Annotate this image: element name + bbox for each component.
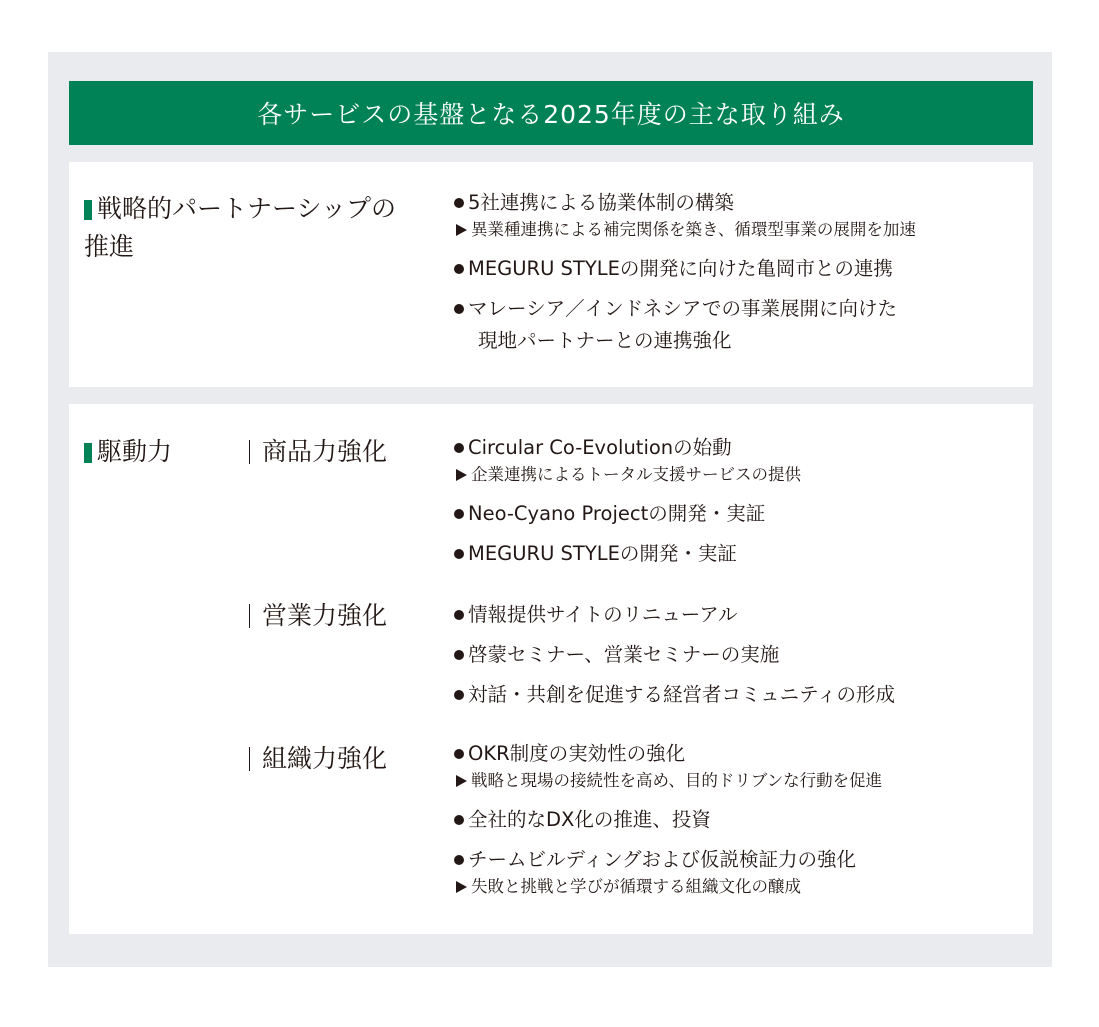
divider xyxy=(249,604,250,628)
organization-strength-label: 組織力強化 xyxy=(249,740,387,778)
list-item-detail: 異業種連携による補完関係を築き、循環型事業の展開を加速 xyxy=(454,217,916,243)
strategic-partnership-items xyxy=(454,189,916,355)
bullet-icon xyxy=(454,509,464,519)
list-item-detail: 失敗と挑戦と学びが循環する組織文化の醸成 xyxy=(454,874,882,900)
triangle-right-icon xyxy=(456,224,467,236)
sales-strength-items xyxy=(454,601,895,709)
bullet-icon xyxy=(454,749,464,759)
list-item: 対話・共創を促進する経営者コミュニティの形成 xyxy=(454,681,895,709)
product-strength-items xyxy=(454,434,801,568)
page-title xyxy=(69,81,1033,145)
list-item: チームビルディングおよび仮説検証力の強化 xyxy=(454,846,882,874)
list-item: OKR制度の実効性の強化 xyxy=(454,740,882,768)
bullet-icon xyxy=(454,690,464,700)
list-item: 全社的なDX化の推進、投資 xyxy=(454,806,882,834)
divider xyxy=(249,440,250,464)
bullet-icon xyxy=(454,610,464,620)
list-item: Neo-Cyano Projectの開発・実証 xyxy=(454,500,801,528)
triangle-right-icon xyxy=(456,469,467,481)
bullet-icon xyxy=(454,650,464,660)
triangle-right-icon xyxy=(456,881,467,893)
list-item: 5社連携による協業体制の構築 xyxy=(454,189,916,217)
list-item: マレーシア／インドネシアでの事業展開に向けた 現地パートナーとの連携強化 xyxy=(454,295,916,355)
bullet-icon xyxy=(454,264,464,274)
list-item: 情報提供サイトのリニューアル xyxy=(454,601,895,629)
page-title-text: 各サービスの基盤となる2025年度の主な取り組み xyxy=(257,100,845,129)
bullet-icon xyxy=(454,304,464,314)
organization-strength-items xyxy=(454,740,882,900)
divider xyxy=(249,747,250,771)
bullet-icon xyxy=(454,198,464,208)
list-item: Circular Co-Evolutionの始動 xyxy=(454,434,801,462)
list-item: 啓蒙セミナー、営業セミナーの実施 xyxy=(454,641,895,669)
list-item-detail: 企業連携によるトータル支援サービスの提供 xyxy=(454,462,801,488)
bullet-icon xyxy=(454,549,464,559)
bullet-icon xyxy=(454,443,464,453)
list-item: MEGURU STYLEの開発に向けた亀岡市との連携 xyxy=(454,255,916,283)
list-item-detail: 戦略と現場の接続性を高め、目的ドリブンな行動を促進 xyxy=(454,768,882,794)
driving-force-label: 駆動力 xyxy=(84,433,172,471)
bullet-icon xyxy=(454,855,464,865)
category-label-line1: 戦略的パートナーシップの xyxy=(97,194,397,223)
strategic-partnership-label xyxy=(84,190,396,266)
product-strength-label: 商品力強化 xyxy=(249,433,387,471)
bullet-icon xyxy=(454,815,464,825)
category-marker-icon xyxy=(84,200,92,220)
category-marker-icon xyxy=(84,443,92,463)
triangle-right-icon xyxy=(456,775,467,787)
list-item: MEGURU STYLEの開発・実証 xyxy=(454,540,801,568)
category-label-line2: 推進 xyxy=(84,232,135,261)
sales-strength-label: 営業力強化 xyxy=(249,597,387,635)
